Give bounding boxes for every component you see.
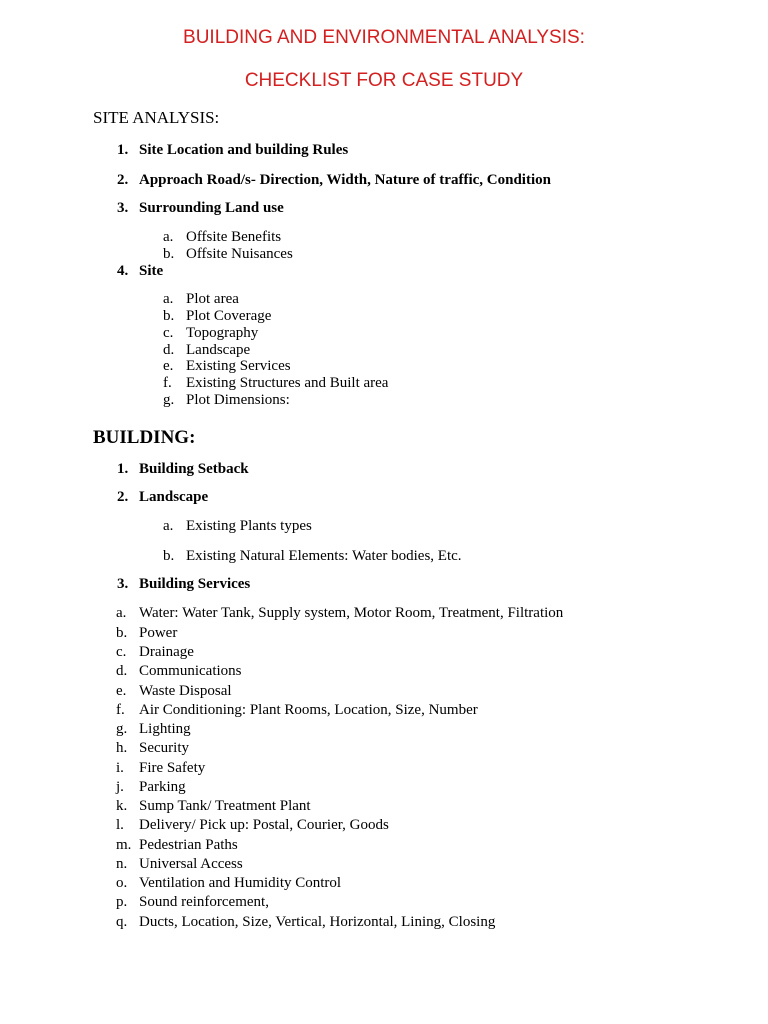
building-heading: BUILDING: [93,427,196,448]
service-letter: g. [116,721,128,737]
sub-item-letter: c. [163,325,174,341]
sub-item-text: Existing Services [186,358,291,374]
service-letter: e. [116,683,127,699]
service-letter: m. [116,837,132,853]
sub-item-text: Offsite Benefits [186,229,282,245]
sub-item-text: Plot area [186,291,239,307]
sub-item-letter: b. [163,548,175,564]
service-letter: k. [116,798,128,814]
site-item-label: Site [139,263,164,279]
service-text: Ventilation and Humidity Control [139,875,342,891]
service-letter: l. [116,817,124,833]
sub-item-letter: a. [163,518,174,534]
service-text: Sound reinforcement, [139,894,269,910]
sub-item-letter: a. [163,291,174,307]
sub-item-text: Landscape [186,342,251,358]
sub-item-text: Plot Dimensions: [186,392,290,408]
site-item-label: Surrounding Land use [139,200,284,216]
service-letter: p. [116,894,128,910]
sub-item-letter: b. [163,308,175,324]
service-text: Air Conditioning: Plant Rooms, Location, Size, Number [139,702,478,718]
sub-item-letter: g. [163,392,175,408]
service-letter: f. [116,702,125,718]
sub-item-text: Plot Coverage [186,308,272,324]
site-item-number: 4. [117,263,129,279]
site-item-number: 3. [117,200,129,216]
service-letter: n. [116,856,128,872]
building-item-label: Landscape [139,489,209,505]
building-item-label: Building Services [139,576,251,592]
sub-item-letter: e. [163,358,174,374]
site-item-label: Site Location and building Rules [139,142,349,158]
sub-item-letter: b. [163,246,175,262]
site-analysis-heading: SITE ANALYSIS: [93,108,220,127]
service-text: Parking [139,779,186,795]
site-item-label: Approach Road/s- Direction, Width, Nature of traffic, Condition [139,172,551,188]
building-item-number: 2. [117,489,129,505]
service-letter: c. [116,644,127,660]
service-text: Drainage [139,644,194,660]
sub-item-letter: f. [163,375,172,391]
service-text: Sump Tank/ Treatment Plant [139,798,311,814]
service-text: Lighting [139,721,191,737]
service-letter: o. [116,875,128,891]
sub-item-text: Existing Structures and Built area [186,375,389,391]
building-item-number: 1. [117,461,129,477]
sub-item-text: Existing Plants types [186,518,312,534]
sub-item-text: Offsite Nuisances [186,246,293,262]
service-text: Pedestrian Paths [139,837,238,853]
service-text: Delivery/ Pick up: Postal, Courier, Goods [139,817,389,833]
site-item-number: 1. [117,142,129,158]
service-text: Power [139,625,178,641]
service-letter: d. [116,663,128,679]
page-subtitle: CHECKLIST FOR CASE STUDY [244,70,524,91]
service-text: Security [139,740,189,756]
sub-item-letter: d. [163,342,175,358]
service-text: Universal Access [139,856,243,872]
service-letter: i. [116,760,124,776]
service-text: Fire Safety [139,760,206,776]
service-text: Ducts, Location, Size, Vertical, Horizontal, Lining, Closing [139,914,496,930]
service-letter: h. [116,740,128,756]
page-title: BUILDING AND ENVIRONMENTAL ANALYSIS: [183,27,585,48]
building-item-number: 3. [117,576,129,592]
service-text: Communications [139,663,242,679]
sub-item-text: Existing Natural Elements: Water bodies, Etc. [186,548,462,564]
sub-item-text: Topography [186,325,259,341]
service-letter: b. [116,625,128,641]
service-letter: a. [116,605,127,621]
building-item-label: Building Setback [139,461,249,477]
sub-item-letter: a. [163,229,174,245]
site-item-number: 2. [117,172,129,188]
service-text: Water: Water Tank, Supply system, Motor Room, Treatment, Filtration [139,605,564,621]
service-letter: q. [116,914,128,930]
service-letter: j. [116,779,124,795]
service-text: Waste Disposal [139,683,232,699]
